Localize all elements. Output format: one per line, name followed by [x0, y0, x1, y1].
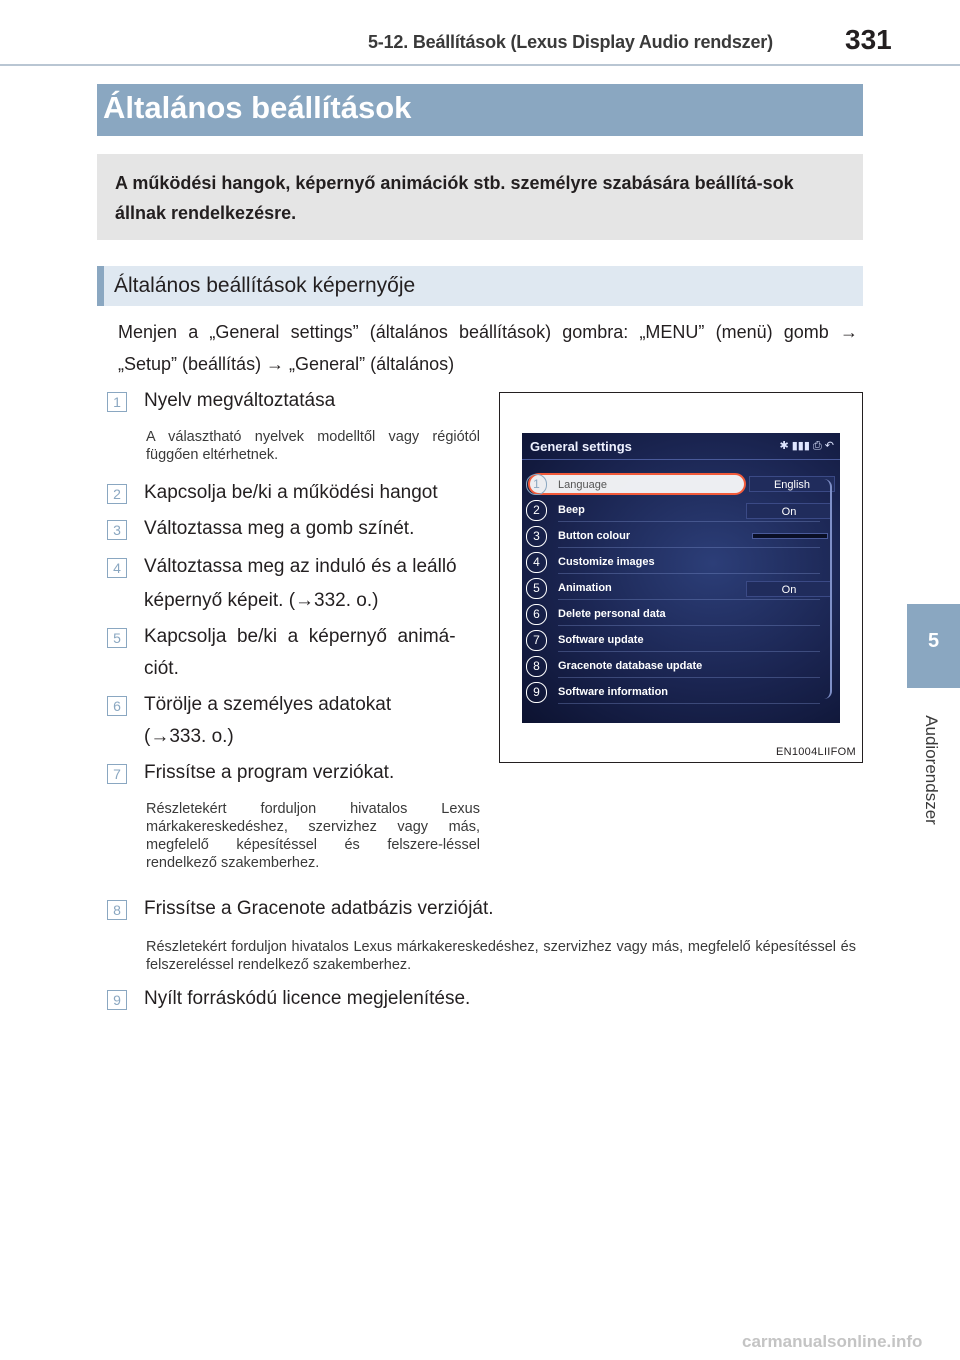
scroll-arc — [824, 479, 832, 699]
chapter-label: Audiorendszer — [922, 715, 941, 825]
screen-row-software-information — [558, 682, 820, 704]
screen-row-button-colour — [558, 526, 820, 548]
item-text: Frissítse a Gracenote adatbázis verzióját. — [144, 898, 494, 919]
row-label: Button colour — [558, 530, 631, 542]
item-number-badge: 2 — [107, 484, 127, 504]
lead-text: Menjen a „General settings” (általános beállítások) gombra: „MENU” (menü) gomb → „Setup” (beállítás) → „General” (általános) — [118, 322, 858, 374]
item-text: Törölje a személyes adatokat — [144, 694, 392, 715]
row-label: Customize images — [558, 556, 655, 568]
item-text: Kapcsolja be/ki a képernyő animá- — [144, 626, 456, 647]
item-text: Nyílt forráskódú licence megjelenítése. — [144, 988, 471, 1009]
item-number-badge: 5 — [107, 628, 127, 648]
callout-badge: 9 — [526, 682, 547, 703]
screen-row-language — [528, 473, 811, 495]
header-rule — [0, 64, 960, 66]
item-text: Nyelv megváltoztatása — [144, 390, 336, 411]
row-value: On — [746, 503, 832, 519]
item-text-cont: (→333. o.) — [144, 726, 234, 747]
row-label: Software information — [558, 686, 669, 698]
chapter-label-wrap — [916, 700, 946, 840]
watermark: carmanualsonline.info — [742, 1332, 923, 1351]
running-header: 5-12. Beállítások (Lexus Display Audio rendszer) — [368, 32, 773, 52]
item-note: A választható nyelvek modelltől vagy régiótól függően eltérhetnek. — [146, 429, 480, 463]
screen-row-gracenote-update — [558, 656, 820, 678]
item-note: Részletekért forduljon hivatalos Lexus márkakereskedéshez, szervizhez vagy más, megfelelő képesítéssel és felszereléssel rendelkező szakemberhez. — [146, 939, 856, 973]
row-value: On — [746, 581, 832, 597]
screen-row-software-update — [558, 630, 820, 652]
chapter-number: 5 — [927, 630, 940, 652]
item-text-cont: képernyő képeit. (→332. o.) — [144, 590, 379, 611]
item-text: Változtassa meg a gomb színét. — [144, 518, 415, 539]
screen-row-delete-personal-data — [558, 604, 820, 626]
figure-code: EN1004LIIFOM — [775, 746, 856, 758]
intro-text: A működési hangok, képernyő animációk stb. személyre szabására beállítá-sok állnak rendelkezésre. — [115, 173, 794, 223]
item-number-badge: 1 — [107, 392, 127, 412]
item-text: Kapcsolja be/ki a működési hangot — [144, 482, 438, 503]
item-text: Változtassa meg az induló és a leálló — [144, 556, 457, 577]
screen-title: General settings — [530, 439, 632, 454]
intro-box — [97, 154, 863, 240]
item-number-badge: 8 — [107, 900, 127, 920]
callout-badge: 8 — [526, 656, 547, 677]
screen-row-customize-images — [558, 552, 820, 574]
page-title: Általános beállítások — [103, 90, 412, 125]
callout-badge: 7 — [526, 630, 547, 651]
item-number-badge: 6 — [107, 696, 127, 716]
row-label: Delete personal data — [558, 608, 666, 620]
item-number-badge: 4 — [107, 558, 127, 578]
callout-badge: 1 — [526, 474, 547, 495]
item-number-badge: 7 — [107, 764, 127, 784]
row-label: Language — [558, 479, 607, 491]
title-band — [97, 84, 863, 136]
display-screen — [522, 433, 840, 723]
screen-figure — [499, 392, 863, 763]
item-note: Részletekért forduljon hivatalos Lexus márkakereskedéshez, szervizhez vagy más, megfelelő képesítéssel és felszere-léssel rendelkező szakemberhez. — [146, 801, 480, 871]
callout-badge: 4 — [526, 552, 547, 573]
row-label: Software update — [558, 634, 644, 646]
screen-row-beep — [558, 500, 820, 522]
row-value: English — [749, 476, 835, 492]
callout-badge: 2 — [526, 500, 547, 521]
callout-badge: 5 — [526, 578, 547, 599]
status-icons: ✱ ▮▮▮ ⎙ ↶ — [779, 440, 834, 452]
item-number-badge: 9 — [107, 990, 127, 1010]
screen-divider — [522, 459, 840, 460]
row-label: Beep — [558, 504, 585, 516]
row-label: Animation — [558, 582, 612, 594]
subheading: Általános beállítások képernyője — [114, 274, 416, 297]
chapter-tab — [907, 604, 960, 688]
row-label: Gracenote database update — [558, 660, 703, 672]
item-text: Frissítse a program verziókat. — [144, 762, 395, 783]
colour-swatch — [752, 533, 828, 539]
page-number: 331 — [845, 24, 892, 55]
screen-row-animation — [558, 578, 820, 600]
callout-badge: 3 — [526, 526, 547, 547]
item-number-badge: 3 — [107, 520, 127, 540]
subheading-bar — [97, 266, 863, 306]
callout-badge: 6 — [526, 604, 547, 625]
item-text-cont: ciót. — [144, 658, 179, 679]
